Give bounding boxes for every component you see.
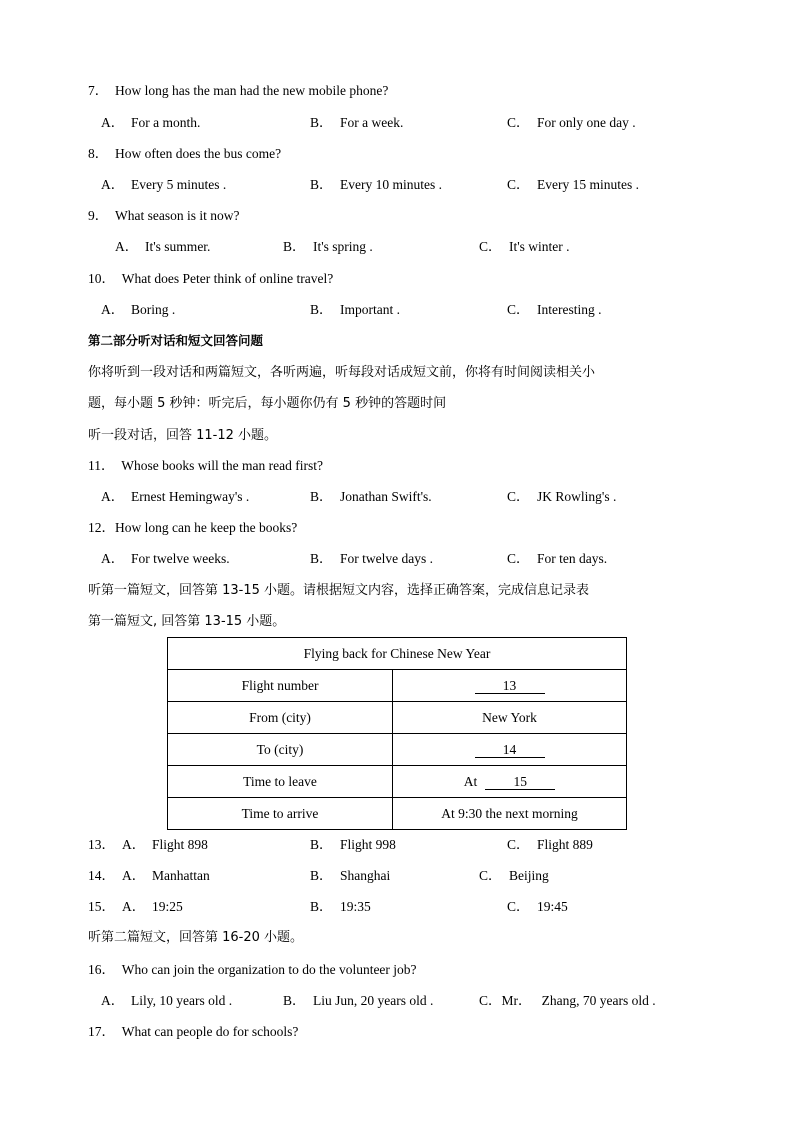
option-11-a[interactable]: A． Ernest Hemingway's . — [101, 489, 250, 504]
question-7: 7． How long has the man had the new mobile phone? — [88, 83, 389, 98]
passage1-instruction-2: 第一篇短文, 回答第 13-15 小题。 — [88, 614, 286, 629]
question-7-options — [0, 114, 794, 132]
option-16-b[interactable]: B． Liu Jun, 20 years old . — [283, 993, 434, 1008]
table-row — [168, 702, 627, 734]
option-12-b[interactable]: B． For twelve days . — [310, 551, 433, 566]
option-15-c[interactable]: C． 19:45 — [507, 899, 568, 914]
question-12-options — [0, 550, 794, 568]
option-9-c[interactable]: C． It's winter . — [479, 239, 570, 254]
table-label-time-to-arrive: Time to arrive — [168, 798, 393, 830]
option-13-b[interactable]: B． Flight 998 — [310, 837, 396, 852]
question-13-options — [0, 836, 794, 854]
option-7-a[interactable]: A． For a month. — [101, 115, 201, 130]
table-value-flight-number — [393, 670, 627, 702]
option-14-c[interactable]: C． Beijing — [479, 868, 549, 883]
option-14-a[interactable]: A． Manhattan — [122, 868, 210, 883]
question-11: 11． Whose books will the man read first? — [88, 458, 323, 473]
table-value-from-city: New York — [393, 702, 627, 734]
table-row — [168, 670, 627, 702]
question-8-options — [0, 176, 794, 194]
answer-blank-15[interactable]: 15 — [485, 775, 555, 790]
option-8-a[interactable]: A． Every 5 minutes . — [101, 177, 227, 192]
table-row — [168, 798, 627, 830]
table-value-time-to-leave — [393, 766, 627, 798]
flight-info-table — [167, 637, 627, 830]
option-11-c[interactable]: C． JK Rowling's . — [507, 489, 617, 504]
option-10-c[interactable]: C． Interesting . — [507, 302, 602, 317]
answer-blank-14[interactable]: 14 — [475, 743, 545, 758]
table-value-to-city — [393, 734, 627, 766]
question-8: 8． How often does the bus come? — [88, 146, 282, 161]
question-9-options — [0, 238, 794, 256]
table-row — [168, 734, 627, 766]
question-16-options — [0, 992, 794, 1010]
option-16-c[interactable]: C．Mr． Zhang, 70 years old . — [479, 993, 656, 1008]
table-value-time-to-arrive: At 9:30 the next morning — [393, 798, 627, 830]
option-11-b[interactable]: B． Jonathan Swift's. — [310, 489, 432, 504]
option-16-a[interactable]: A． Lily, 10 years old . — [101, 993, 233, 1008]
table-title-row — [168, 638, 627, 670]
option-13-a[interactable]: A． Flight 898 — [122, 837, 208, 852]
question-11-options — [0, 488, 794, 506]
option-15-b[interactable]: B． 19:35 — [310, 899, 371, 914]
at-prefix: At — [463, 773, 478, 789]
question-17: 17． What can people do for schools? — [88, 1024, 299, 1039]
option-12-a[interactable]: A． For twelve weeks. — [101, 551, 230, 566]
question-14-number: 14． — [88, 868, 115, 883]
question-10-options — [0, 301, 794, 319]
option-12-c[interactable]: C． For ten days. — [507, 551, 608, 566]
option-7-b[interactable]: B． For a week. — [310, 115, 404, 130]
table-row — [168, 766, 627, 798]
option-10-a[interactable]: A． Boring . — [101, 302, 176, 317]
table-label-flight-number: Flight number — [168, 670, 393, 702]
option-15-a[interactable]: A． 19:25 — [122, 899, 183, 914]
option-7-c[interactable]: C． For only one day . — [507, 115, 636, 130]
part2-intro-line2: 题，每小题 5 秒钟：听完后，每小题你仍有 5 秒钟的答题时间 — [88, 396, 447, 411]
question-16: 16． Who can join the organization to do the volunteer job? — [88, 962, 417, 977]
option-9-b[interactable]: B． It's spring . — [283, 239, 373, 254]
option-8-b[interactable]: B． Every 10 minutes . — [310, 177, 442, 192]
part2-heading: 第二部分听对话和短文回答问题 — [88, 333, 264, 348]
answer-blank-13[interactable]: 13 — [475, 679, 545, 694]
option-8-c[interactable]: C． Every 15 minutes . — [507, 177, 639, 192]
option-10-b[interactable]: B． Important . — [310, 302, 400, 317]
question-15-options — [0, 898, 794, 916]
table-label-time-to-leave: Time to leave — [168, 766, 393, 798]
question-15-number: 15． — [88, 899, 115, 914]
table-label-from-city: From (city) — [168, 702, 393, 734]
table-label-to-city: To (city) — [168, 734, 393, 766]
question-10: 10． What does Peter think of online travel? — [88, 271, 334, 286]
option-14-b[interactable]: B． Shanghai — [310, 868, 391, 883]
option-9-a[interactable]: A． It's summer. — [115, 239, 211, 254]
table-title: Flying back for Chinese New Year — [168, 638, 627, 670]
passage1-instruction: 听第一篇短文，回答第 13-15 小题。请根据短文内容，选择正确答案，完成信息记录表 — [88, 583, 590, 598]
question-13-number: 13． — [88, 837, 115, 852]
question-12: 12．How long can he keep the books? — [88, 520, 298, 535]
passage2-instruction: 听第二篇短文，回答第 16-20 小题。 — [88, 930, 304, 945]
question-9: 9． What season is it now? — [88, 208, 240, 223]
part2-intro-line1: 你将听到一段对话和两篇短文，各听两遍，听每段对话成短文前，你将有时间阅读相关小 — [88, 365, 596, 380]
dialogue-instruction: 听一段对话，回答 11-12 小题。 — [88, 428, 278, 443]
question-14-options — [0, 867, 794, 885]
option-13-c[interactable]: C． Flight 889 — [507, 837, 593, 852]
